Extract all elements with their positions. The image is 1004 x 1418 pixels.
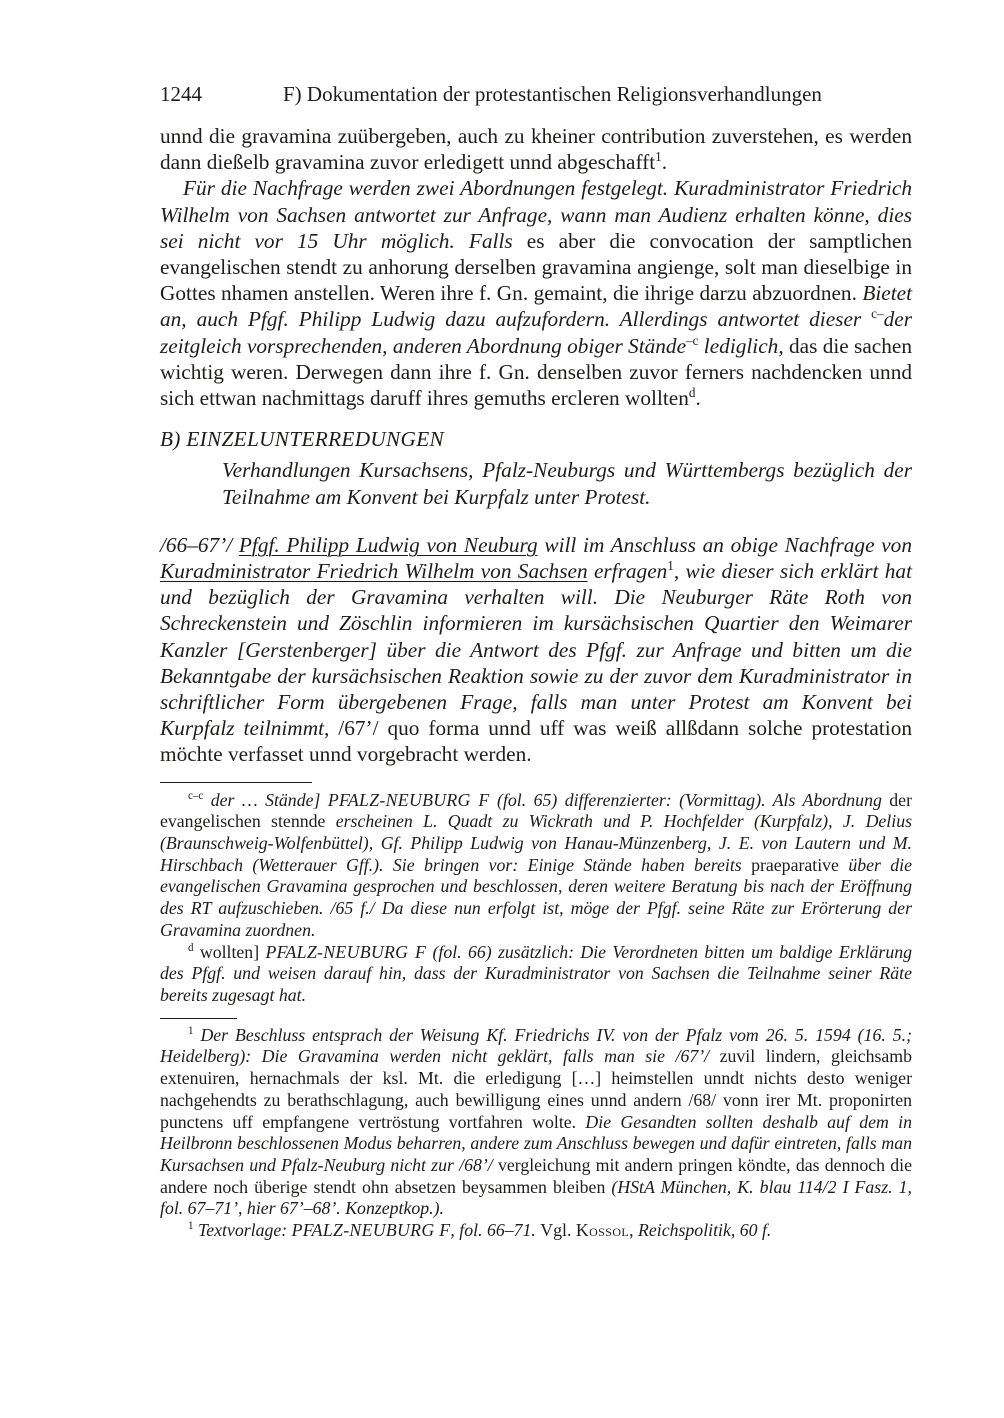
- text-run: es aber die convocation der samptlichen evangelischen stendt zu anhorung derselben gravamina angienge, solt man dieselbige in Gottes nhamen anstellen. Weren ihre f. Gn. gemaint, die ihrige darzu abzuordnen.: [160, 228, 912, 306]
- text-run: .: [661, 150, 668, 175]
- text-run: (fol. 65) differenzierter: (Vormittag). Als Abordnung: [489, 789, 890, 810]
- text-run: d: [188, 941, 194, 954]
- text-run: PFALZ-NEUBURG F: [291, 1220, 451, 1241]
- running-header: [160, 82, 912, 107]
- text-run: 1: [188, 1220, 194, 1233]
- text-run: Kuradministrator Friedrich Wilhelm von Sachsen: [160, 559, 588, 584]
- footnote-rule: [160, 1018, 237, 1019]
- text-run: Reichspolitik, 60 f.: [638, 1220, 772, 1241]
- text-run: (HStA München, K. blau 114/2 I Fasz. 1, fol. 67–71’, hier 67’–68’. Konzeptkop.).: [160, 1176, 912, 1219]
- text-run: , fol. 66–71.: [450, 1220, 541, 1241]
- body-paragraph-2: [160, 175, 912, 411]
- text-run: –c: [686, 332, 699, 348]
- text-run: Bietet an, auch Pfgf. Philipp Ludwig dazu aufzufordern. Allerdings antwortet dieser: [160, 281, 912, 332]
- text-run: über die evangelischen Gravamina gesprochen und beschlossen, deren weitere Beratung bis nach der Eröffnung des RT aufzuschieben. /65 f./ Da diese nun erfolgt ist, möge der Pfgf. seine Räte zur Erörterung der Gravamina zuordnen.: [160, 854, 912, 940]
- text-run: das die sachen wichtig weren. Derwegen dann ihre f. Gn. denselben zuvor ferners nachdencken unnd sich ettwan nachmittags daruff ihres gemuths ercleren wollten: [160, 333, 912, 411]
- text-run: /67’/ quo forma unnd uff was weiß allßdann solche protestation möchte verfasset unnd vorgebracht werden.: [160, 716, 912, 767]
- text-block: [160, 82, 912, 1242]
- page-number: 1244: [160, 82, 202, 106]
- text-run: Vgl.: [540, 1220, 576, 1241]
- text-run: d: [688, 384, 696, 400]
- text-run: .: [695, 386, 701, 411]
- footnote-1-textvorlage: [160, 1220, 912, 1242]
- text-run: Textvorlage:: [193, 1220, 292, 1241]
- footnote-1: [160, 1025, 912, 1220]
- text-run: Für die Nachfrage werden zwei Abordnungen festgelegt. Kuradministrator Friedrich Wilhelm von Sachsen antwortet zur Anfrage, wann man Audienz erhalten könne, dies sei nicht vor 15 Uhr möglich. Falls: [160, 176, 912, 253]
- text-run: wollten]: [193, 941, 266, 962]
- apparatus-note-c: [160, 790, 912, 942]
- text-run: c–c: [188, 789, 204, 802]
- regest-paragraph: [160, 532, 912, 768]
- apparatus-note-d: [160, 942, 912, 1007]
- section-heading: [160, 426, 912, 452]
- subtitle: [222, 457, 912, 509]
- text-run: 1: [655, 149, 662, 165]
- text-run: c–: [871, 306, 884, 322]
- text-run: 1: [667, 557, 674, 573]
- text-run: Kossol: [575, 1220, 630, 1241]
- text-run: Pfgf. Philipp Ludwig von Neuburg: [238, 532, 538, 557]
- page-content: [160, 123, 912, 1242]
- text-run: /66–67’/: [160, 532, 239, 557]
- text-run: vergleichung mit andern pringen köndte, das dennoch die andere noch überige stendt ohn absetzen beysammen bleiben: [160, 1154, 912, 1197]
- body-paragraph-1: [160, 123, 912, 175]
- text-run: B) EINZELUNTERREDUNGEN: [160, 427, 445, 452]
- text-run: der evangelischen stennde: [160, 789, 912, 832]
- text-run: will im Anschluss an obige Nachfrage von: [537, 532, 912, 557]
- apparatus-rule: [160, 782, 312, 783]
- text-run: unnd die gravamina zuübergeben, auch zu kheiner contribution zuverstehen, es werden dann dießelb gravamina zuvor erledigett unnd abgeschafft: [160, 124, 912, 175]
- text-run: Die Gesandten sollten deshalb auf dem in Heilbronn beschlossenen Modus beharren, andere zum Anschluss bewegen und dafür eintreten, falls man Kursachsen und Pfalz-Neuburg nicht zur /68’/: [160, 1111, 912, 1175]
- text-run: der zeitgleich vorsprechenden, anderen Abordnung obiger Stände: [160, 307, 912, 358]
- text-run: PFALZ-NEUBURG F: [327, 789, 490, 810]
- text-run: erfragen: [587, 559, 668, 584]
- text-run: , wie dieser sich erklärt hat und bezüglich der Gravamina verhalten will. Die Neuburger Räte Roth von Schreckenstein und Zöschlin informieren im kursächsischen Quartier den Weimarer Kanzler [Gerstenberger] über die Antwort des Pfgf. zur Anfrage und bitten um die Bekanntgabe der kursächsischen Reaktion sowie zu der zuvor dem Kuradministrator in schriftlicher Form übergebenen Frage, falls man unter Protest am Konvent bei Kurpfalz teilnimmt,: [160, 559, 913, 741]
- running-head-title: F) Dokumentation der protestantischen Religionsverhandlungen: [283, 82, 822, 106]
- text-run: (fol. 66) zusätzlich: Die Verordneten bitten um baldige Erklärung des Pfgf. und weisen darauf hin, dass der Kuradministrator von Sachsen die Teilnahme seiner Räte bereits zugesagt hat.: [160, 941, 912, 1005]
- text-run: Der Beschluss entsprach der Weisung Kf. Friedrichs IV. von der Pfalz vom 26. 5. 1594 (16. 5.; Heidelberg): Die Gravamina werden nicht geklärt, falls man sie /67’/: [160, 1024, 912, 1067]
- text-run: der … Stände]: [203, 789, 328, 810]
- text-run: lediglich,: [698, 333, 789, 358]
- text-run: praeparative: [751, 854, 849, 875]
- text-run: ,: [629, 1220, 639, 1241]
- text-run: erscheinen L. Quadt zu Wickrath und P. Hochfelder (Kurpfalz), J. Delius (Braunschweig-Wolfenbüttel), Gf. Philipp Ludwig von Hanau-Münzenberg, J. E. von Lautern und M. Hirschbach (Wetterauer Gff.). Sie bringen vor: Einige Stände haben bereits: [160, 811, 913, 875]
- text-run: 1: [188, 1024, 194, 1037]
- text-run: PFALZ-NEUBURG F: [265, 941, 427, 962]
- text-run: zuvil lindern, gleichsamb extenuiren, hernachmals der ksl. Mt. die erledigung […] heimstellen unndt nichts desto weniger nachgehendts zu berathschlagung, auch bewilligung eines unnd andern /68/ vonn irer Mt. proponirten punctens uff empfangene vertröstung vortfahren wolte.: [160, 1046, 912, 1132]
- text-run: Verhandlungen Kursachsens, Pfalz-Neuburgs und Württembergs bezüglich der Teilnahme am Konvent bei Kurpfalz unter Protest.: [222, 458, 912, 509]
